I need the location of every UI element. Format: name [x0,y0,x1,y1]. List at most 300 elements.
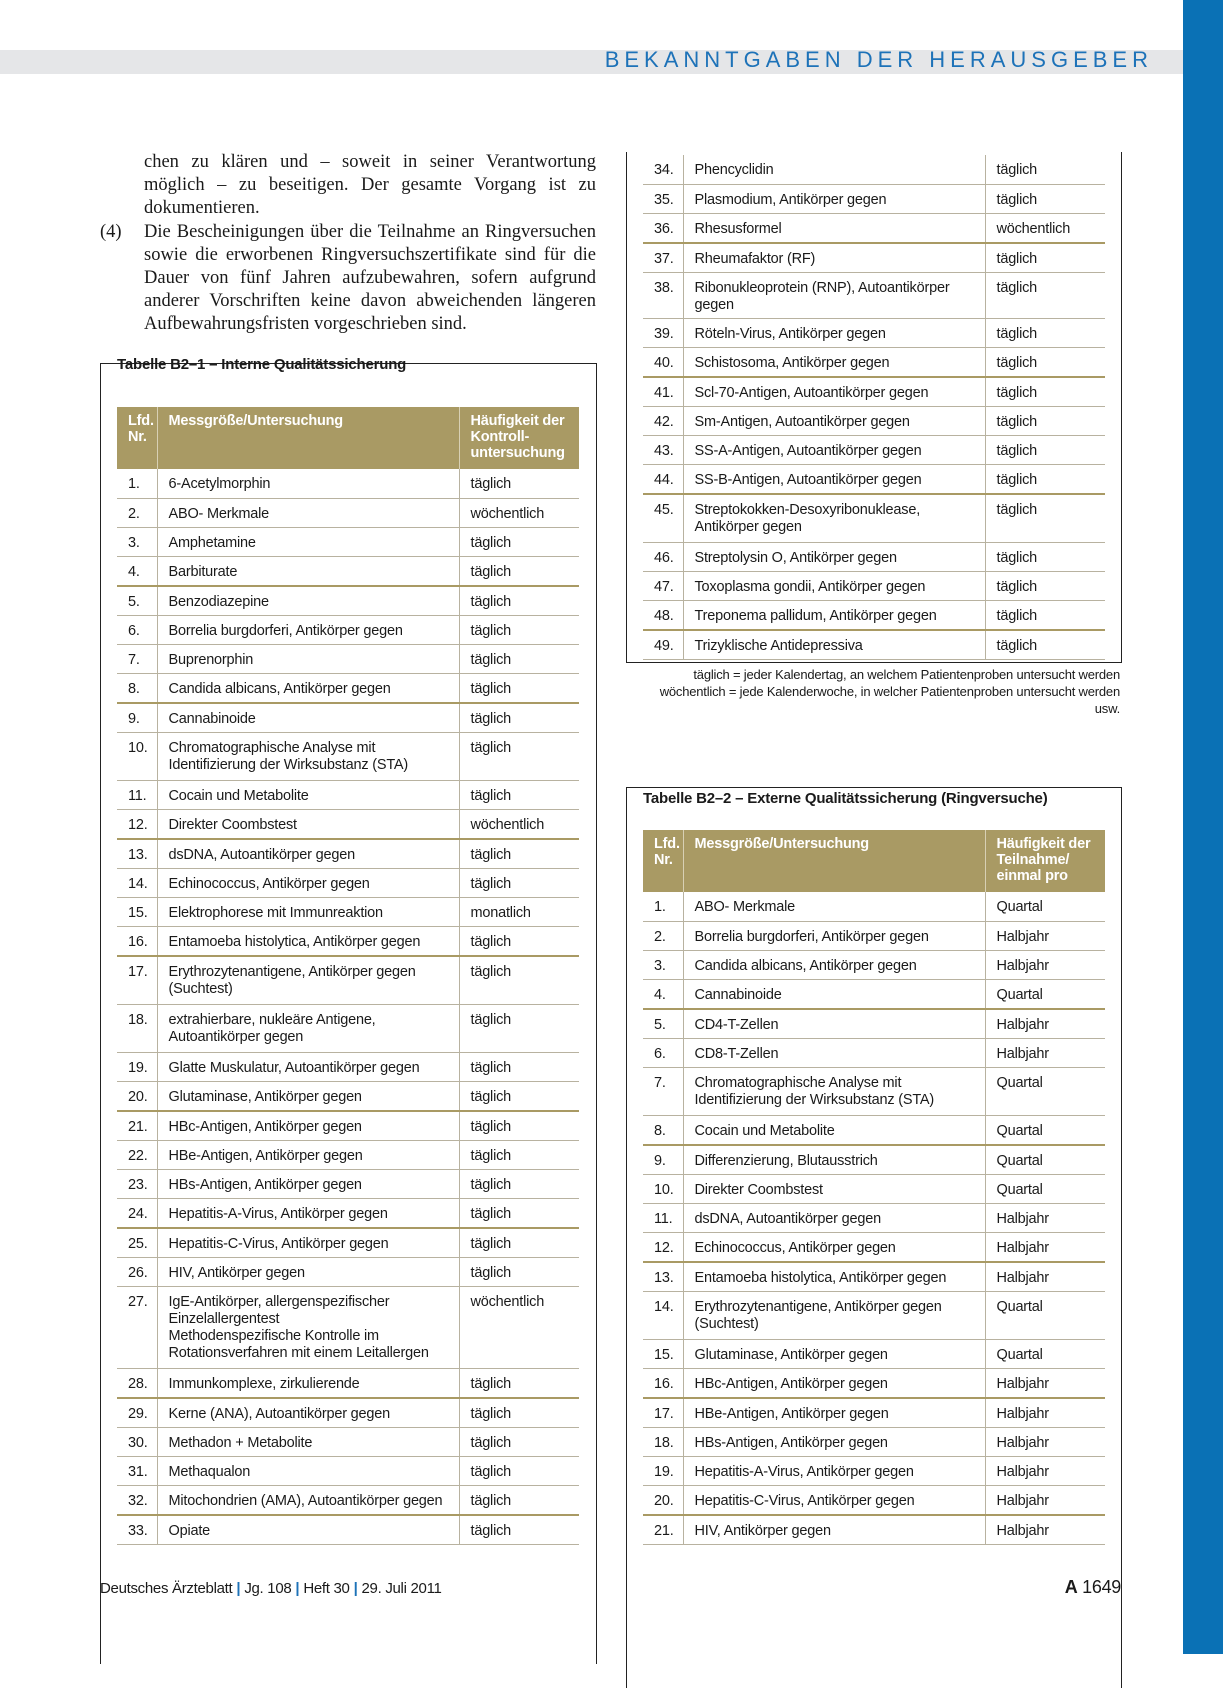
table-row [117,586,579,616]
body-text [100,151,596,337]
cell-measure: Methadon + Metabolite [157,1427,459,1456]
table-row [643,542,1105,571]
cell-frequency: täglich [459,673,579,703]
table-row [117,615,579,644]
cell-frequency: täglich [459,615,579,644]
table-row [117,498,579,527]
cell-frequency: täglich [459,1485,579,1515]
cell-frequency: täglich [459,527,579,556]
cell-frequency: Quartal [985,1174,1105,1203]
table2-caption: Tabelle B2–2 – Externe Qualitätssicherung (Ringversuche) [643,790,1048,807]
table-row [643,1115,1105,1145]
table-row [117,527,579,556]
cell-nr: 40. [643,347,683,377]
table-row [643,184,1105,213]
table1-part2 [643,155,1105,660]
cell-nr: 6. [643,1038,683,1067]
cell-measure: Barbiturate [157,556,459,586]
cell-nr: 33. [117,1515,157,1545]
table-row [117,644,579,673]
table-row [643,155,1105,184]
cell-nr: 21. [117,1111,157,1141]
table-row [643,1262,1105,1292]
cell-frequency: Halbjahr [985,1203,1105,1232]
cell-nr: 17. [117,956,157,1005]
table-header-measure: Messgröße/Untersuchung [157,407,459,469]
cell-frequency: täglich [985,435,1105,464]
cell-measure: Buprenorphin [157,644,459,673]
cell-frequency: täglich [985,155,1105,184]
cell-measure: Toxoplasma gondii, Antikörper gegen [683,571,985,600]
table-row [643,571,1105,600]
cell-frequency: Halbjahr [985,1262,1105,1292]
table-row [117,673,579,703]
cell-nr: 27. [117,1286,157,1368]
cell-measure: Cocain und Metabolite [157,780,459,809]
cell-measure: Phencyclidin [683,155,985,184]
table-row [117,1081,579,1111]
cell-nr: 19. [643,1456,683,1485]
table-row [117,1004,579,1052]
cell-measure: Glatte Muskulatur, Autoantikörper gegen [157,1052,459,1081]
cell-frequency: täglich [459,1004,579,1052]
cell-frequency: täglich [459,1169,579,1198]
table-header-nr: Lfd. Nr. [643,830,683,892]
cell-frequency: täglich [459,1052,579,1081]
cell-frequency: täglich [985,600,1105,630]
table-row [117,1368,579,1398]
cell-nr: 30. [117,1427,157,1456]
cell-frequency: täglich [985,630,1105,660]
cell-frequency: täglich [985,571,1105,600]
table-row [117,1198,579,1228]
table-row [643,1009,1105,1039]
cell-nr: 20. [643,1485,683,1515]
cell-frequency: Quartal [985,1291,1105,1339]
paragraph-text: Die Bescheinigungen über die Teilnahme an Ringversuchen sowie die erworbenen Ringversuchszertifikate sind für die Dauer von fünf Jahren aufzubewahren, sofern aufgrund anderer Vorschriften keine davon abweichenden längeren Aufbewahrungsfristen vorgeschrieben sind. [144,221,596,335]
cell-nr: 13. [643,1262,683,1292]
cell-nr: 49. [643,630,683,660]
cell-measure: Rhesusformel [683,213,985,243]
cell-frequency: Quartal [985,979,1105,1009]
footer [100,1580,442,1597]
cell-measure: HBe-Antigen, Antikörper gegen [683,1398,985,1428]
table-row [643,272,1105,318]
table2 [643,830,1105,1545]
table-row [117,703,579,733]
cell-nr: 18. [643,1427,683,1456]
cell-frequency: Halbjahr [985,921,1105,950]
cell-nr: 7. [117,644,157,673]
cell-nr: 5. [643,1009,683,1039]
cell-frequency: Quartal [985,892,1105,921]
cell-nr: 21. [643,1515,683,1545]
page-number [1065,1577,1121,1598]
cell-nr: 23. [117,1169,157,1198]
cell-nr: 4. [117,556,157,586]
cell-measure: Glutaminase, Antikörper gegen [157,1081,459,1111]
cell-nr: 8. [643,1115,683,1145]
cell-measure: Erythrozytenantigene, Antikörper gegen (Suchtest) [683,1291,985,1339]
cell-frequency: täglich [459,1111,579,1141]
side-color-bar [1183,0,1223,1654]
table-row [117,1228,579,1258]
cell-nr: 36. [643,213,683,243]
table-row [643,1339,1105,1368]
legend-line: usw. [1094,701,1120,716]
table-row [643,1485,1105,1515]
cell-frequency: täglich [459,1368,579,1398]
table-row [643,1368,1105,1398]
table-row [117,1515,579,1545]
table-row [117,956,579,1005]
cell-nr: 10. [643,1174,683,1203]
cell-measure: Schistosoma, Antikörper gegen [683,347,985,377]
cell-frequency: täglich [985,464,1105,494]
cell-frequency: Quartal [985,1115,1105,1145]
cell-frequency: Halbjahr [985,1398,1105,1428]
cell-measure: Hepatitis-C-Virus, Antikörper gegen [157,1228,459,1258]
cell-measure: Cocain und Metabolite [683,1115,985,1145]
cell-measure: Chromatographische Analyse mit Identifizierung der Wirksubstanz (STA) [157,732,459,780]
cell-measure: Scl-70-Antigen, Autoantikörper gegen [683,377,985,407]
table-row [643,1291,1105,1339]
cell-measure: CD4-T-Zellen [683,1009,985,1039]
cell-nr: 10. [117,732,157,780]
cell-nr: 28. [117,1368,157,1398]
cell-frequency: täglich [459,1228,579,1258]
paragraph-4 [100,221,596,337]
page-prefix: A [1064,1577,1078,1597]
table-row [643,1203,1105,1232]
table1-legend [626,666,1120,717]
cell-frequency: Quartal [985,1145,1105,1175]
cell-measure: Amphetamine [157,527,459,556]
cell-frequency: täglich [985,272,1105,318]
cell-measure: HBe-Antigen, Antikörper gegen [157,1140,459,1169]
cell-frequency: täglich [985,377,1105,407]
cell-measure: Benzodiazepine [157,586,459,616]
cell-frequency: Halbjahr [985,1485,1105,1515]
cell-nr: 22. [117,1140,157,1169]
cell-nr: 14. [117,868,157,897]
cell-frequency: monatlich [459,897,579,926]
cell-measure: dsDNA, Autoantikörper gegen [683,1203,985,1232]
cell-measure: Methaqualon [157,1456,459,1485]
cell-nr: 26. [117,1257,157,1286]
cell-measure: SS-A-Antigen, Autoantikörper gegen [683,435,985,464]
cell-nr: 12. [117,809,157,839]
cell-nr: 11. [643,1203,683,1232]
cell-frequency: täglich [459,1081,579,1111]
cell-measure: Hepatitis-A-Virus, Antikörper gegen [157,1198,459,1228]
cell-nr: 3. [117,527,157,556]
table-row [117,469,579,498]
cell-measure: Direkter Coombstest [683,1174,985,1203]
cell-frequency: täglich [459,1515,579,1545]
cell-measure: HBs-Antigen, Antikörper gegen [683,1427,985,1456]
cell-measure: Echinococcus, Antikörper gegen [683,1232,985,1262]
cell-measure: IgE-Antikörper, allergenspezifischer Einzelallergentest Methodenspezifische Kontrolle im Rotationsverfahren mit einem Leitallergen [157,1286,459,1368]
cell-nr: 43. [643,435,683,464]
table-row [643,1145,1105,1175]
table-row [643,318,1105,347]
table-row [643,950,1105,979]
cell-nr: 18. [117,1004,157,1052]
cell-frequency: täglich [459,703,579,733]
table-row [117,1286,579,1368]
footer-separator: | [236,1580,241,1597]
cell-nr: 16. [117,926,157,956]
cell-frequency: Quartal [985,1067,1105,1115]
table-row [117,732,579,780]
table1-caption: Tabelle B2–1 – Interne Qualitätssicherung [117,356,407,373]
table-row [643,1515,1105,1545]
cell-measure: Opiate [157,1515,459,1545]
cell-nr: 11. [117,780,157,809]
table-row [643,464,1105,494]
cell-frequency: Halbjahr [985,950,1105,979]
cell-frequency: täglich [459,956,579,1005]
cell-measure: Borrelia burgdorferi, Antikörper gegen [157,615,459,644]
cell-measure: Hepatitis-C-Virus, Antikörper gegen [683,1485,985,1515]
table-row [117,1398,579,1428]
table-row [643,1398,1105,1428]
cell-frequency: täglich [459,556,579,586]
cell-frequency: Halbjahr [985,1427,1105,1456]
cell-measure: CD8-T-Zellen [683,1038,985,1067]
footer-date: 29. Juli 2011 [361,1580,442,1597]
cell-measure: dsDNA, Autoantikörper gegen [157,839,459,869]
cell-nr: 7. [643,1067,683,1115]
cell-frequency: täglich [985,542,1105,571]
cell-nr: 14. [643,1291,683,1339]
cell-nr: 5. [117,586,157,616]
cell-measure: SS-B-Antigen, Autoantikörper gegen [683,464,985,494]
footer-separator: | [295,1580,300,1597]
table-row [643,494,1105,543]
paragraph-number: (4) [100,221,122,242]
cell-nr: 15. [117,897,157,926]
cell-frequency: Halbjahr [985,1368,1105,1398]
cell-nr: 4. [643,979,683,1009]
cell-frequency: Halbjahr [985,1515,1105,1545]
cell-nr: 44. [643,464,683,494]
cell-nr: 1. [117,469,157,498]
cell-nr: 46. [643,542,683,571]
cell-nr: 37. [643,243,683,273]
cell-measure: Immunkomplexe, zirkulierende [157,1368,459,1398]
cell-frequency: täglich [459,839,579,869]
cell-nr: 9. [117,703,157,733]
cell-nr: 20. [117,1081,157,1111]
cell-nr: 19. [117,1052,157,1081]
table-row [643,1456,1105,1485]
cell-measure: Sm-Antigen, Autoantikörper gegen [683,406,985,435]
cell-measure: HBc-Antigen, Antikörper gegen [683,1368,985,1398]
cell-nr: 2. [117,498,157,527]
cell-nr: 45. [643,494,683,543]
legend-line: täglich = jeder Kalendertag, an welchem Patientenproben untersucht werden [693,667,1120,682]
cell-measure: Plasmodium, Antikörper gegen [683,184,985,213]
table-row [117,868,579,897]
table-row [117,1140,579,1169]
cell-nr: 29. [117,1398,157,1428]
cell-nr: 47. [643,571,683,600]
cell-nr: 31. [117,1456,157,1485]
table-row [643,347,1105,377]
cell-measure: HIV, Antikörper gegen [683,1515,985,1545]
cell-nr: 34. [643,155,683,184]
cell-nr: 16. [643,1368,683,1398]
table-row [117,1485,579,1515]
footer-journal: Deutsches Ärzteblatt [100,1580,233,1597]
cell-nr: 17. [643,1398,683,1428]
table-row [643,1174,1105,1203]
table-row [643,630,1105,660]
cell-measure: Cannabinoide [683,979,985,1009]
cell-nr: 24. [117,1198,157,1228]
table-row [117,1169,579,1198]
footer-issue: Heft 30 [303,1580,350,1597]
cell-measure: Entamoeba histolytica, Antikörper gegen [157,926,459,956]
cell-measure: Differenzierung, Blutausstrich [683,1145,985,1175]
cell-frequency: täglich [985,406,1105,435]
cell-nr: 39. [643,318,683,347]
table-row [643,921,1105,950]
cell-frequency: täglich [459,1456,579,1485]
cell-measure: Kerne (ANA), Autoantikörper gegen [157,1398,459,1428]
table-row [643,979,1105,1009]
cell-measure: extrahierbare, nukleäre Antigene, Autoantikörper gegen [157,1004,459,1052]
cell-measure: Erythrozytenantigene, Antikörper gegen (Suchtest) [157,956,459,1005]
cell-nr: 13. [117,839,157,869]
cell-measure: Hepatitis-A-Virus, Antikörper gegen [683,1456,985,1485]
table-row [117,897,579,926]
cell-frequency: täglich [985,318,1105,347]
footer-volume: Jg. 108 [244,1580,292,1597]
cell-frequency: täglich [985,184,1105,213]
cell-measure: HBc-Antigen, Antikörper gegen [157,1111,459,1141]
cell-frequency: täglich [459,586,579,616]
page-number-value: 1649 [1082,1577,1121,1597]
cell-frequency: wöchentlich [459,809,579,839]
cell-frequency: Halbjahr [985,1456,1105,1485]
cell-measure: Streptokokken-Desoxyribonuklease, Antikörper gegen [683,494,985,543]
table-header-measure: Messgröße/Untersuchung [683,830,985,892]
table-header-nr: Lfd. Nr. [117,407,157,469]
table-row [117,1257,579,1286]
cell-frequency: täglich [459,644,579,673]
cell-measure: Rheumafaktor (RF) [683,243,985,273]
cell-measure: Direkter Coombstest [157,809,459,839]
cell-measure: ABO- Merkmale [683,892,985,921]
table-row [643,1067,1105,1115]
paragraph-continuation: chen zu klären und – soweit in seiner Verantwortung möglich – zu beseitigen. Der gesamte Vorgang ist zu dokumentieren. [144,152,596,219]
cell-frequency: täglich [459,1427,579,1456]
cell-measure: Glutaminase, Antikörper gegen [683,1339,985,1368]
cell-measure: HBs-Antigen, Antikörper gegen [157,1169,459,1198]
cell-nr: 42. [643,406,683,435]
cell-measure: Elektrophorese mit Immunreaktion [157,897,459,926]
cell-measure: Entamoeba histolytica, Antikörper gegen [683,1262,985,1292]
table-header-frequency: Häufigkeit der Teilnahme/ einmal pro [985,830,1105,892]
cell-nr: 3. [643,950,683,979]
cell-frequency: täglich [459,1198,579,1228]
cell-nr: 8. [117,673,157,703]
legend-line: wöchentlich = jede Kalenderwoche, in welcher Patientenproben untersucht werden [659,684,1120,699]
cell-measure: Candida albicans, Antikörper gegen [157,673,459,703]
cell-frequency: wöchentlich [459,1286,579,1368]
cell-nr: 1. [643,892,683,921]
cell-nr: 2. [643,921,683,950]
cell-frequency: täglich [985,243,1105,273]
cell-measure: Candida albicans, Antikörper gegen [683,950,985,979]
cell-measure: Chromatographische Analyse mit Identifizierung der Wirksubstanz (STA) [683,1067,985,1115]
table-row [643,435,1105,464]
cell-frequency: täglich [459,780,579,809]
cell-nr: 15. [643,1339,683,1368]
cell-nr: 32. [117,1485,157,1515]
table1-part1 [117,407,579,1545]
table-row [643,600,1105,630]
cell-measure: Borrelia burgdorferi, Antikörper gegen [683,921,985,950]
cell-frequency: wöchentlich [459,498,579,527]
table-row [117,1052,579,1081]
table-row [643,406,1105,435]
cell-nr: 48. [643,600,683,630]
cell-frequency: Halbjahr [985,1038,1105,1067]
cell-frequency: täglich [459,868,579,897]
cell-frequency: täglich [459,469,579,498]
cell-frequency: täglich [459,732,579,780]
cell-nr: 12. [643,1232,683,1262]
table-header-frequency: Häufigkeit der Kontrolluntersuchung [459,407,579,469]
table-row [643,1427,1105,1456]
table-row [117,926,579,956]
table-row [643,243,1105,273]
cell-nr: 35. [643,184,683,213]
table-row [117,1111,579,1141]
table-row [117,780,579,809]
cell-frequency: täglich [985,347,1105,377]
table-row [643,213,1105,243]
cell-measure: Streptolysin O, Antikörper gegen [683,542,985,571]
cell-frequency: täglich [459,926,579,956]
cell-nr: 38. [643,272,683,318]
cell-measure: Ribonukleoprotein (RNP), Autoantikörper gegen [683,272,985,318]
cell-measure: Cannabinoide [157,703,459,733]
table-row [643,1232,1105,1262]
cell-nr: 6. [117,615,157,644]
cell-measure: HIV, Antikörper gegen [157,1257,459,1286]
table-row [643,377,1105,407]
cell-frequency: täglich [459,1140,579,1169]
cell-measure: 6-Acetylmorphin [157,469,459,498]
cell-nr: 9. [643,1145,683,1175]
cell-measure: Treponema pallidum, Antikörper gegen [683,600,985,630]
cell-measure: Mitochondrien (AMA), Autoantikörper gegen [157,1485,459,1515]
table-row [117,1427,579,1456]
table-row [643,892,1105,921]
table-row [117,556,579,586]
cell-frequency: täglich [985,494,1105,543]
cell-frequency: täglich [459,1398,579,1428]
section-header-title: BEKANNTGABEN DER HERAUSGEBER [604,47,1153,72]
footer-separator: | [353,1580,358,1597]
cell-frequency: Quartal [985,1339,1105,1368]
cell-nr: 25. [117,1228,157,1258]
